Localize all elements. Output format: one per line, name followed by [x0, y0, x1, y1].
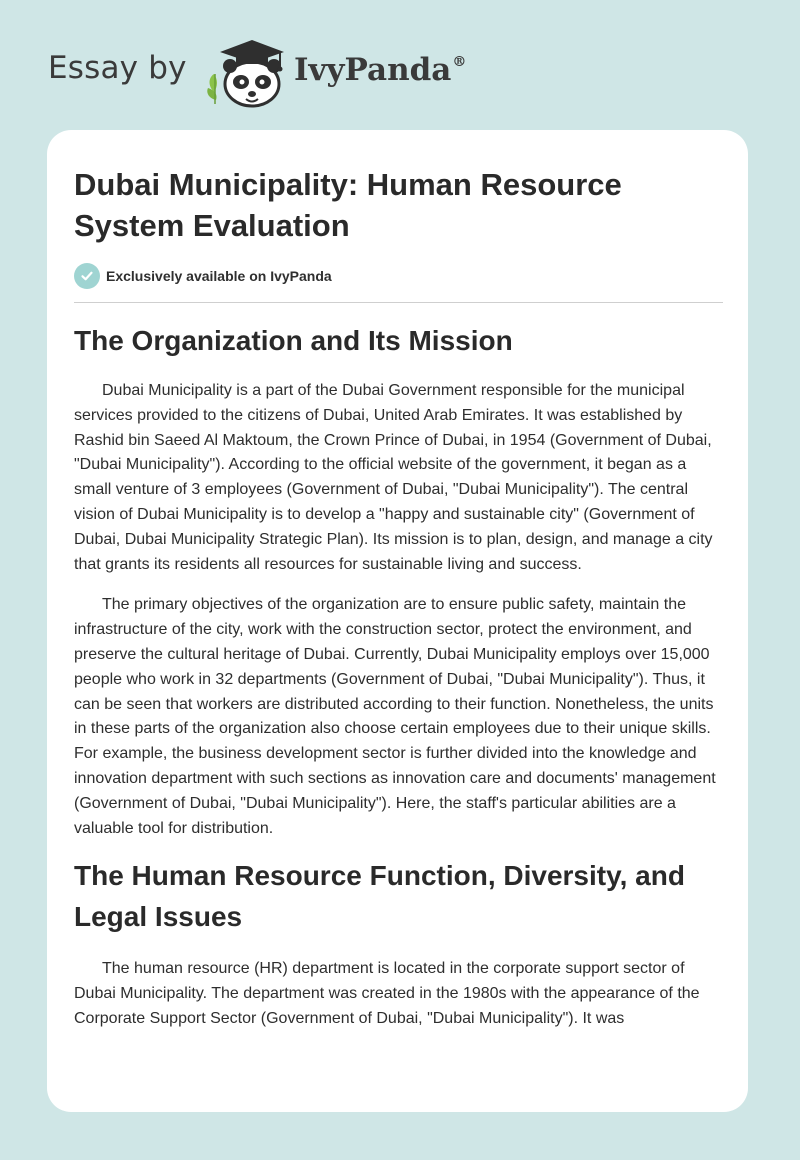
- article-title: Dubai Municipality: Human Resource System Evaluation: [74, 167, 622, 243]
- paragraph: Dubai Municipality is a part of the Dubai Government responsible for the municipal services provided to the citizens of Dubai, United Arab Emirates. It was established by Rashid bin Saeed Al Maktoum, the Crown Prince of Dubai, in 1954 (Government of Dubai, "Dubai Municipality"). According to the official website of the government, it began as a small venture of 3 employees (Government of Dubai, "Dubai Municipality"). The central vision of Dubai Municipality is to develop a "happy and sustainable city" (Government of Dubai, Dubai Municipality Strategic Plan). Its mission is to plan, design, and manage a city that grants its residents all resources for sustainable living and success.: [74, 382, 713, 573]
- registered-mark: ®: [452, 54, 467, 70]
- article-body: [74, 320, 726, 1032]
- paragraph: The human resource (HR) department is located in the corporate support sector of Dubai Municipality. The department was created in the 1980s with the appearance of the Corporate Support Sector (Government of Dubai, "Dubai Municipality"). It was: [74, 960, 700, 1027]
- brand-name[interactable]: IvyPanda®: [294, 52, 467, 88]
- paragraph: The primary objectives of the organization are to ensure public safety, maintain the infrastructure of the city, work with the construction sector, protect the environment, and preserve the cultural heritage of Dubai. Currently, Dubai Municipality employs over 15,000 people who work in 32 departments (Government of Dubai, "Dubai Municipality"). Thus, it can be seen that workers are distributed according to their function. Nonetheless, the units in these parts of the organization also choose certain employees due to their unique skills. For example, the business development sector is further divided into the knowledge and innovation department with such sections as innovation care and documents' management (Government of Dubai, "Dubai Municipality"). Here, the staff's particular abilities are a valuable tool for distribution.: [74, 596, 716, 837]
- panda-logo-icon[interactable]: [200, 34, 290, 110]
- section-heading: The Human Resource Function, Diversity, and Legal Issues: [74, 860, 685, 933]
- essay-by-label: Essay by: [48, 50, 187, 86]
- checkmark-icon: [74, 263, 100, 289]
- exclusive-badge: [74, 263, 332, 289]
- badge-text: Exclusively available on IvyPanda: [106, 268, 332, 284]
- article-card: [47, 130, 748, 1112]
- divider: [74, 302, 723, 303]
- section-heading: The Organization and Its Mission: [74, 325, 513, 356]
- site-header: [0, 0, 800, 130]
